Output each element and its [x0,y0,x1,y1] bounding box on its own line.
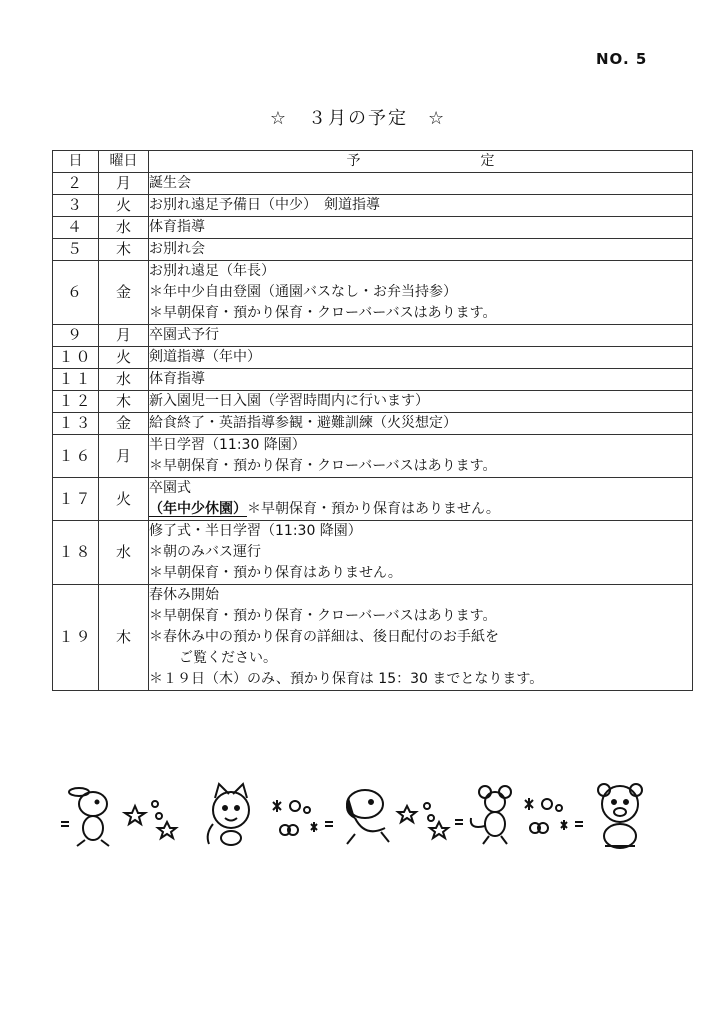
plan-line: 卒園式予行 [149,327,219,343]
table-body [53,173,693,691]
header-day: 日 [53,151,99,173]
plan-line: ＊早朝保育・預かり保育・クローバーバスはあります。 [149,458,497,474]
cell-weekday: 木 [99,391,149,413]
plan-line: 修了式・半日学習（11:30 降園） [149,523,362,539]
cell-weekday: 月 [99,325,149,347]
cell-plan [149,369,693,391]
cell-plan [149,195,693,217]
cell-plan [149,347,693,369]
dog-icon [325,790,389,844]
cell-plan [149,261,693,325]
table-row [53,239,693,261]
cat-icon [208,784,249,845]
cell-plan [149,325,693,347]
plan-line: お別れ遠足予備日（中少） 剣道指導 [149,197,380,213]
plan-line: 春休み開始 [149,587,219,603]
cell-weekday: 水 [99,369,149,391]
cell-weekday: 火 [99,478,149,521]
plan-line: ご覧ください。 [179,650,277,666]
table-row [53,369,693,391]
header-plan-right: 定 [480,153,495,169]
header-plan-left: 予 [346,153,361,169]
cell-weekday: 火 [99,195,149,217]
closure-notice: （年中少休園） [149,501,247,517]
page-number: NO. 5 [596,50,648,68]
plan-line: 誕生会 [149,175,191,191]
cell-day: １９ [53,585,99,691]
table-row [53,173,693,195]
cell-weekday: 月 [99,435,149,478]
cell-day: １６ [53,435,99,478]
cell-weekday: 水 [99,521,149,585]
table-row [53,261,693,325]
cell-plan [149,217,693,239]
plan-line: 剣道指導（年中） [149,349,261,365]
table-row [53,585,693,691]
table-row [53,195,693,217]
plan-line: ＊１９日（木）のみ、預かり保育は 15：30 までとなります。 [149,671,544,687]
cell-plan [149,478,693,521]
table-row [53,325,693,347]
header-plan [149,151,693,173]
table-header-row [53,151,693,173]
cell-weekday: 木 [99,239,149,261]
cell-plan [149,173,693,195]
plan-line: 半日学習（11:30 降園） [149,437,306,453]
table-row [53,391,693,413]
schedule-table [52,150,693,691]
table-row [53,521,693,585]
cell-plan [149,239,693,261]
cell-day: ３ [53,195,99,217]
cell-plan [149,585,693,691]
cell-weekday: 月 [99,173,149,195]
cell-weekday: 金 [99,261,149,325]
cell-day: １７ [53,478,99,521]
header-weekday: 曜日 [99,151,149,173]
cell-plan [149,413,693,435]
plan-line: ＊朝のみバス運行 [149,544,261,560]
plan-line: ＊早朝保育・預かり保育・クローバーバスはあります。 [149,608,497,624]
cell-weekday: 火 [99,347,149,369]
cell-weekday: 木 [99,585,149,691]
plan-line: 体育指導 [149,219,205,235]
plan-line [149,499,692,520]
page-title: ☆ ３月の予定 ☆ [269,108,447,129]
plan-line: ＊早朝保育・預かり保育はありません。 [149,565,402,581]
plan-line: ＊早朝保育・預かり保育・クローバーバスはあります。 [149,305,497,321]
table-row [53,217,693,239]
cell-day: ５ [53,239,99,261]
table-row [53,478,693,521]
cell-plan [149,521,693,585]
cell-day: ４ [53,217,99,239]
cell-day: ９ [53,325,99,347]
cell-weekday: 水 [99,217,149,239]
animal-decoration [55,782,665,852]
plan-line: お別れ遠足（年長） [149,263,275,279]
mouse-icon [455,786,511,844]
bear-icon [575,784,642,848]
plan-line: 新入園児一日入園（学習時間内に行います） [149,393,429,409]
cell-plan [149,391,693,413]
cell-plan [149,435,693,478]
plan-line: 給食終了・英語指導参観・避難訓練（火災想定） [149,415,457,431]
table-row [53,347,693,369]
plan-line: お別れ会 [149,241,205,257]
cell-weekday: 金 [99,413,149,435]
table-row [53,435,693,478]
cell-day: １２ [53,391,99,413]
cell-day: １８ [53,521,99,585]
plan-line: 卒園式 [149,480,191,496]
cell-day: １３ [53,413,99,435]
plan-line: ＊年中少自由登園（通園バスなし・お弁当持参） [149,284,457,300]
plan-line: ＊春休み中の預かり保育の詳細は、後日配付のお手紙を [149,629,499,645]
plan-line: 体育指導 [149,371,205,387]
plan-note: ＊早朝保育・預かり保育はありません。 [247,501,500,517]
table-row [53,413,693,435]
cell-day: １１ [53,369,99,391]
cell-day: ６ [53,261,99,325]
cell-day: ２ [53,173,99,195]
cell-day: １０ [53,347,99,369]
rabbit-icon [61,788,109,846]
